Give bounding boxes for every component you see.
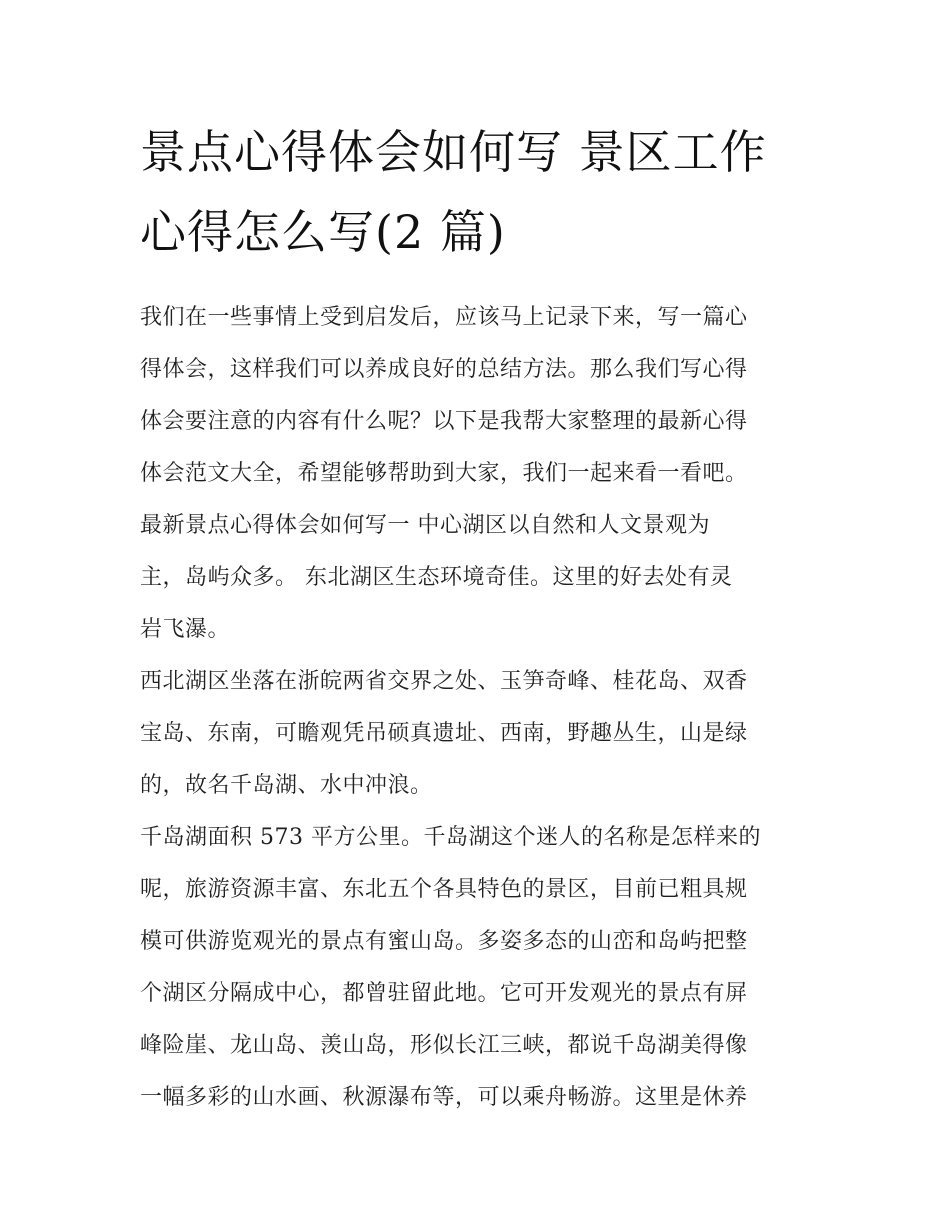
text-line: 千岛湖面积 573 平方公里。千岛湖这个迷人的名称是怎样来的 xyxy=(140,825,761,850)
text-line: 主，岛屿众多。 东北湖区生态环境奇佳。这里的好去处有灵 xyxy=(140,565,733,590)
text-line: 峰险崖、龙山岛、羡山岛，形似长江三峡，都说千岛湖美得像 xyxy=(140,1033,748,1058)
text-line: 西北湖区坐落在浙皖两省交界之处、玉笋奇峰、桂花岛、双香 xyxy=(140,669,748,694)
text-line: 的，故名千岛湖、水中冲浪。 xyxy=(140,773,433,798)
document-body xyxy=(140,292,810,1124)
paragraph-lake-area xyxy=(140,812,810,1124)
title-line: 心得怎么写(2 篇) xyxy=(140,205,506,259)
paragraph-northwest-lake xyxy=(140,656,810,812)
text-line: 呢，旅游资源丰富、东北五个各具特色的景区，目前已粗具规 xyxy=(140,877,748,902)
document-title xyxy=(140,112,810,272)
text-line: 体会范文大全，希望能够帮助到大家，我们一起来看一看吧。 xyxy=(140,461,748,486)
text-line: 模可供游览观光的景点有蜜山岛。多姿多态的山峦和岛屿把整 xyxy=(140,929,748,954)
text-line: 一幅多彩的山水画、秋源瀑布等，可以乘舟畅游。这里是休养 xyxy=(140,1085,748,1110)
text-line: 最新景点心得体会如何写一 中心湖区以自然和人文景观为 xyxy=(140,513,710,538)
paragraph-central-lake xyxy=(140,500,810,656)
text-line: 得体会，这样我们可以养成良好的总结方法。那么我们写心得 xyxy=(140,357,748,382)
text-line: 个湖区分隔成中心，都曾驻留此地。它可开发观光的景点有屏 xyxy=(140,981,748,1006)
text-line: 体会要注意的内容有什么呢？以下是我帮大家整理的最新心得 xyxy=(140,409,748,434)
text-line: 我们在一些事情上受到启发后，应该马上记录下来，写一篇心 xyxy=(140,305,748,330)
title-line: 景点心得体会如何写 景区工作 xyxy=(140,125,767,179)
text-line: 宝岛、东南，可瞻观凭吊硕真遗址、西南，野趣丛生，山是绿 xyxy=(140,721,748,746)
text-line: 岩飞瀑。 xyxy=(140,617,231,642)
paragraph-intro xyxy=(140,292,810,500)
